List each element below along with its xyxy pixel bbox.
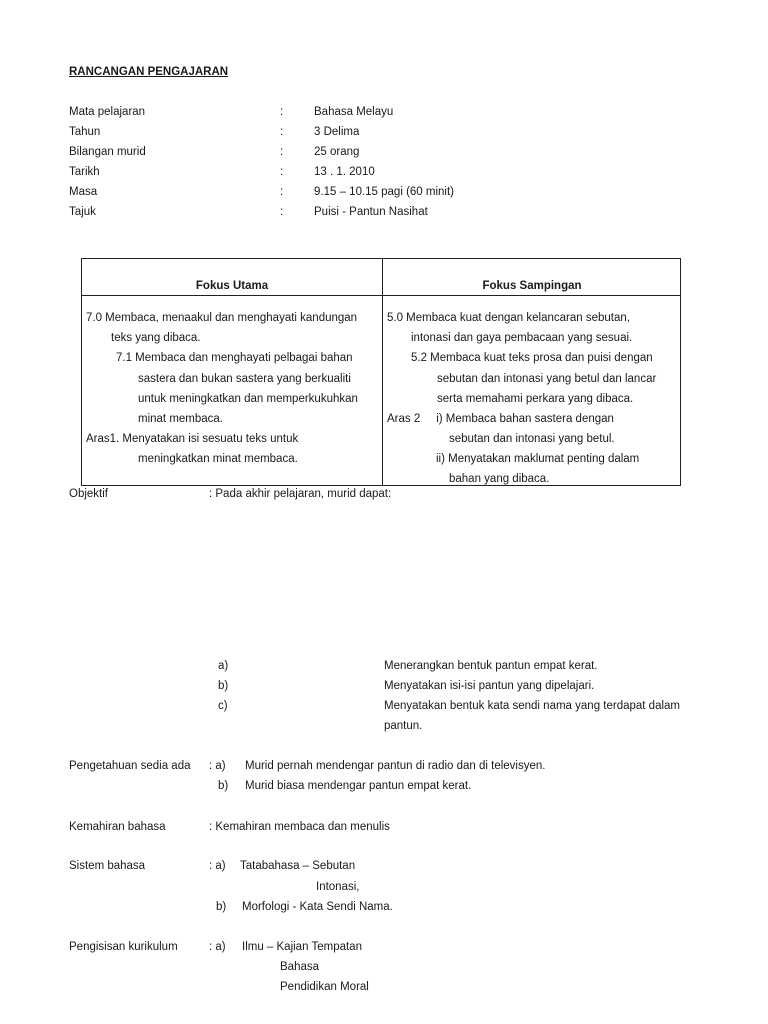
header-fokus-utama: Fokus Utama	[195, 280, 269, 292]
pengisian-prefix: : a)	[209, 941, 226, 953]
header-fokus-sampingan: Fokus Sampingan	[482, 280, 582, 292]
pengetahuan-prefix: : a)	[209, 760, 226, 772]
fokus-sampingan-line: sebutan dan intonasi yang betul.	[449, 433, 615, 445]
fokus-sampingan-line: 5.0 Membaca kuat dengan kelancaran sebutan,	[387, 312, 630, 324]
pengetahuan-item-b: Murid biasa mendengar pantun empat kerat.	[245, 780, 472, 792]
fokus-utama-line: teks yang dibaca.	[111, 332, 201, 344]
pengetahuan-letter-b: b)	[218, 780, 229, 792]
fokus-sampingan-line: sebutan dan intonasi yang betul dan lancar	[437, 373, 657, 385]
page-title: RANCANGAN PENGAJARAN	[69, 66, 229, 78]
fokus-sampingan-line: 5.2 Membaca kuat teks prosa dan puisi dengan	[411, 352, 653, 364]
info-label-year: Tahun	[69, 126, 101, 138]
objektif-item-letter: b)	[218, 680, 229, 692]
objektif-item-letter: c)	[218, 700, 228, 712]
info-colon: :	[280, 186, 284, 198]
pengisian-line3: Pendidikan Moral	[280, 981, 369, 993]
pengisian-label: Pengisisan kurikulum	[69, 941, 178, 953]
pengetahuan-item-a: Murid pernah mendengar pantun di radio dan di televisyen.	[245, 760, 546, 772]
objektif-item-text-continued: pantun.	[384, 720, 423, 732]
fokus-sampingan-line: Aras 2 i) Membaca bahan sastera dengan	[387, 413, 614, 425]
sistem-item-a: Tatabahasa – Sebutan	[240, 860, 356, 872]
table-divider-horizontal	[82, 295, 680, 296]
info-colon: :	[280, 166, 284, 178]
objektif-item-letter: a)	[218, 660, 229, 672]
kemahiran-label: Kemahiran bahasa	[69, 821, 166, 833]
info-label-students: Bilangan murid	[69, 146, 146, 158]
info-colon: :	[280, 126, 284, 138]
objektif-item-text: Menerangkan bentuk pantun empat kerat.	[384, 660, 598, 672]
pengisian-item-a: Ilmu – Kajian Tempatan	[242, 941, 362, 953]
fokus-sampingan-line: ii) Menyatakan maklumat penting dalam	[436, 453, 640, 465]
sistem-prefix: : a)	[209, 860, 226, 872]
objektif-label: Objektif	[69, 488, 108, 500]
info-value-time: 9.15 – 10.15 pagi (60 minit)	[314, 186, 455, 198]
fokus-sampingan-line: serta memahami perkara yang dibaca.	[437, 393, 634, 405]
fokus-sampingan-line: intonasi dan gaya pembacaan yang sesuai.	[411, 332, 633, 344]
pengetahuan-label: Pengetahuan sedia ada	[69, 760, 191, 772]
info-label-subject: Mata pelajaran	[69, 106, 146, 118]
kemahiran-value: : Kemahiran membaca dan menulis	[209, 821, 390, 833]
info-colon: :	[280, 106, 284, 118]
fokus-utama-line: 7.0 Membaca, menaakul dan menghayati kandungan	[86, 312, 358, 324]
fokus-utama-line: Aras1. Menyatakan isi sesuatu teks untuk	[86, 433, 299, 445]
info-colon: :	[280, 206, 284, 218]
info-value-date: 13 . 1. 2010	[314, 166, 375, 178]
fokus-utama-line: 7.1 Membaca dan menghayati pelbagai bahan	[116, 352, 353, 364]
fokus-utama-line: untuk meningkatkan dan memperkukuhkan	[138, 393, 358, 405]
pengisian-line2: Bahasa	[280, 961, 320, 973]
fokus-utama-line: minat membaca.	[138, 413, 224, 425]
fokus-utama-line: meningkatkan minat membaca.	[138, 453, 298, 465]
sistem-item-b: Morfologi - Kata Sendi Nama.	[242, 901, 393, 913]
info-colon: :	[280, 146, 284, 158]
sistem-item-a2: Intonasi,	[316, 881, 360, 893]
info-value-year: 3 Delima	[314, 126, 360, 138]
info-value-subject: Bahasa Melayu	[314, 106, 394, 118]
objektif-item-text: Menyatakan isi-isi pantun yang dipelajari.	[384, 680, 595, 692]
info-label-time: Masa	[69, 186, 98, 198]
fokus-utama-line: sastera dan bukan sastera yang berkualiti	[138, 373, 351, 385]
info-label-topic: Tajuk	[69, 206, 96, 218]
sistem-letter-b: b)	[216, 901, 227, 913]
sistem-label: Sistem bahasa	[69, 860, 146, 872]
objektif-item-text: Menyatakan bentuk kata sendi nama yang terdapat dalam	[384, 700, 680, 712]
info-value-students: 25 orang	[314, 146, 360, 158]
objektif-intro: : Pada akhir pelajaran, murid dapat:	[209, 488, 392, 500]
info-value-topic: Puisi - Pantun Nasihat	[314, 206, 428, 218]
fokus-sampingan-line: bahan yang dibaca.	[449, 473, 550, 485]
info-label-date: Tarikh	[69, 166, 100, 178]
